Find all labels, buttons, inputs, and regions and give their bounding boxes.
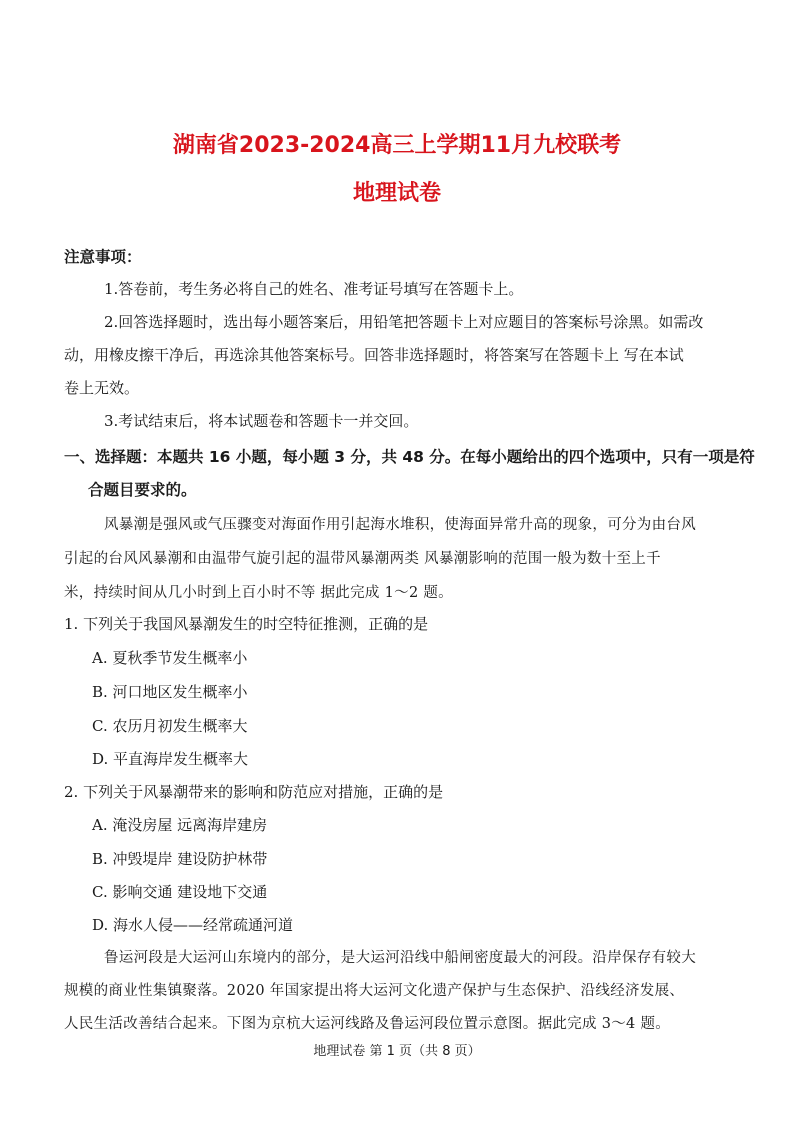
notice-item-2-line-1: 2.回答选择题时，选出每小题答案后，用铅笔把答题卡上对应题目的答案标号涂黑。如需改 xyxy=(104,313,704,331)
notice-item-2-line-3: 卷上无效。 xyxy=(64,379,140,397)
notice-item-2-line-2: 动，用橡皮擦干净后，再选涂其他答案标号。回答非选择题时，将答案写在答题卡上 写在本试 xyxy=(64,346,684,364)
page-title: 湖南省2023-2024高三上学期11月九校联考 xyxy=(172,133,622,158)
question-1-option-c: C. 农历月初发生概率大 xyxy=(92,717,248,735)
question-2-option-c: C. 影响交通 建设地下交通 xyxy=(92,883,268,901)
passage-2-line-1: 鲁运河段是大运河山东境内的部分，是大运河沿线中船闸密度最大的河段。沿岸保存有较大 xyxy=(104,950,696,966)
passage-2-line-3: 人民生活改善结合起来。下图为京杭大运河线路及鲁运河段位置示意图。据此完成 3～4 题。 xyxy=(64,1016,671,1032)
question-2-option-d: D. 海水人侵——经常疏通河道 xyxy=(92,916,294,934)
page-subtitle: 地理试卷 xyxy=(352,181,441,206)
notice-item-3: 3.考试结束后，将本试题卷和答题卡一并交回。 xyxy=(104,412,419,430)
passage-2-line-2: 规模的商业性集镇聚落。2020 年国家提出将大运河文化遗产保护与生态保护、沿线经济发展、 xyxy=(64,983,685,999)
page-footer: 地理试卷 第 1 页（共 8 页） xyxy=(313,1044,481,1059)
question-1-stem: 1. 下列关于我国风暴潮发生的时空特征推测，正确的是 xyxy=(64,615,429,633)
passage-1-line-3: 米，持续时间从几小时到上百小时不等 据此完成 1～2 题。 xyxy=(64,585,453,601)
question-2-stem: 2. 下列关于风暴潮带来的影响和防范应对措施，正确的是 xyxy=(64,783,444,801)
section-heading-line-2: 合题目要求的。 xyxy=(88,481,197,499)
question-1-option-b: B. 河口地区发生概率小 xyxy=(92,683,248,701)
notice-heading: 注意事项： xyxy=(64,248,142,266)
section-heading-line-1: 一、选择题：本题共 16 小题，每小题 3 分，共 48 分。在每小题给出的四个选项中，只有一项是符 xyxy=(64,448,755,466)
question-2-option-b: B. 冲毁堤岸 建设防护林带 xyxy=(92,850,268,868)
question-1-option-a: A. 夏秋季节发生概率小 xyxy=(92,649,248,667)
question-2-option-a: A. 淹没房屋 远离海岸建房 xyxy=(92,816,268,834)
passage-1-line-2: 引起的台风风暴潮和由温带气旋引起的温带风暴潮两类 风暴潮影响的范围一般为数十至上千 xyxy=(64,551,661,567)
notice-item-1: 1.答卷前，考生务必将自己的姓名、准考证号填写在答题卡上。 xyxy=(104,280,524,298)
passage-1-line-1: 风暴潮是强风或气压骤变对海面作用引起海水堆积，使海面异常升高的现象，可分为由台风 xyxy=(104,517,696,533)
question-1-option-d: D. 平直海岸发生概率大 xyxy=(92,750,249,768)
